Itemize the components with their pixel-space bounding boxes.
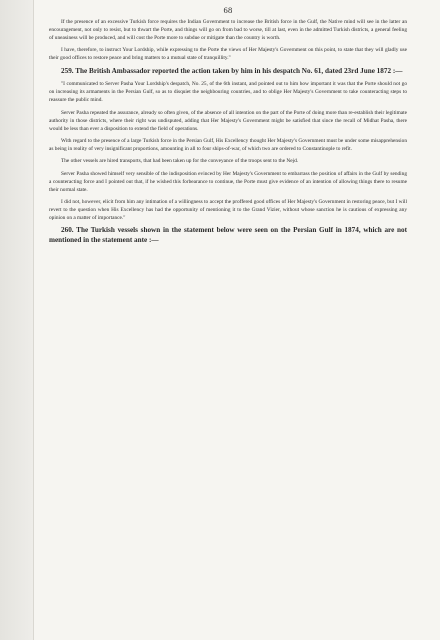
paragraph: I have, therefore, to instruct Your Lordship, while expressing to the Porte the views of Her Majesty's Government on this point, to state that they will gladly use their good offices to restore peace and bring matters to a mutual state of tranquillity." (49, 47, 407, 62)
binding-edge (0, 0, 33, 640)
paragraph: I did not, however, elicit from him any intimation of a willingness to accept the proffered good offices of Her Majesty's Government in restoring peace, but I will revert to the question when His Excellency has had the opportunity of mentioning it to the Grand Vizier, without whose sanction he is cautious of expressing any opinion on a matter of importance." (49, 198, 407, 221)
paragraph: With regard to the presence of a large Turkish force in the Persian Gulf, His Excellency thought Her Majesty's Government must be under some misapprehension as being in reality of very insignificant proportions, amounting in all to four ships-of-war, of which two are ordered to Constantinople to refit. (49, 138, 407, 153)
paragraph: The other vessels are hired transports, that had been taken up for the conveyance of the troops sent to the Nejd. (61, 158, 299, 165)
paragraph: If the presence of an excessive Turkish force requires the Indian Government to increase the British force in the Gulf, the Native mind will see in the latter an encouragement, not only to resist, but to thwart the Porte, and things will go on from bad to worse, till at last, even in the admitted Turkish districts, a general feeling of uneasiness will be produced, and will cost the Porte more to subdue or mitigate than the country is worth. (49, 19, 407, 42)
section-heading: 259. The British Ambassador reported the action taken by him in his despatch No. 61, dated 23rd June 1872 :— (61, 66, 403, 75)
section-heading: 260. The Turkish vessels shown in the statement below were seen on the Persian Gulf in 1874, which are not mentioned in the statement ante :— (49, 226, 407, 244)
paragraph: Server Pasha repeated the assurance, already so often given, of the absence of all intention on the part of the Porte of doing more than re-establish their legitimate authority in those districts, where their right was undisputed, adding that Her Majesty's Government might be satisfied that since the recall of Midhat Pasha, there would be less than ever a disposition to extend the field of operations. (49, 109, 407, 132)
paragraph: Server Pasha showed himself very sensible of the indisposition evinced by Her Majesty's Government to embarrass the position of affairs in the Gulf by sending a counteracting force and I pointed out that, if he wished this forbearance to continue, the Porte must give evidence of an intention of allowing things there to resume their normal state. (49, 170, 407, 193)
quoted-paragraph: "I communicated to Server Pasha Your Lordship's despatch, No. 25, of the 6th instant, and pointed out to him how important it was that the Porte should not go on increasing its armaments in the Persian Gulf, so as to disquiet the neighbouring countries, and to oblige Her Majesty's Government to take counteracting steps to reassure the public mind. (49, 81, 407, 104)
page-number: 68 (223, 5, 233, 15)
page-text (49, 4, 407, 250)
